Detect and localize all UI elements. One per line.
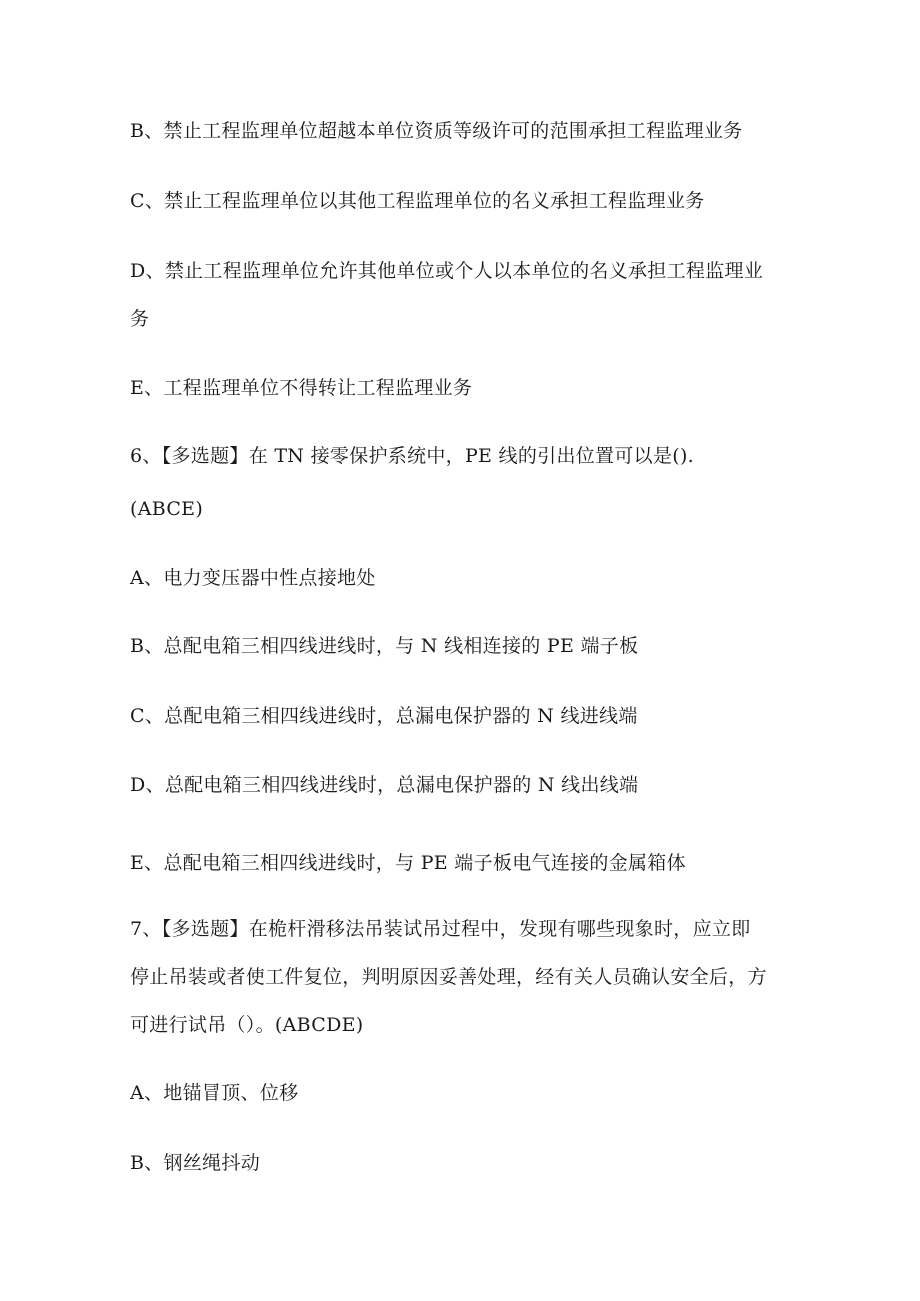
q6-option-d: D、总配电箱三相四线进线时，总漏电保护器的 N 线出线端 — [130, 774, 639, 796]
q6-option-c: C、总配电箱三相四线进线时，总漏电保护器的 N 线进线端 — [130, 705, 638, 727]
q5-option-d-line2: 务 — [130, 308, 150, 330]
q7-option-b: B、钢丝绳抖动 — [130, 1152, 261, 1174]
q6-option-b: B、总配电箱三相四线进线时，与 N 线相连接的 PE 端子板 — [130, 635, 639, 657]
q5-option-c: C、禁止工程监理单位以其他工程监理单位的名义承担工程监理业务 — [130, 190, 705, 212]
q5-option-b: B、禁止工程监理单位超越本单位资质等级许可的范围承担工程监理业务 — [130, 120, 743, 142]
q6-option-a: A、电力变压器中性点接地处 — [130, 567, 376, 589]
q6-option-e: E、总配电箱三相四线进线时，与 PE 端子板电气连接的金属箱体 — [130, 852, 686, 874]
q6-answer: (ABCE) — [130, 498, 204, 520]
q5-option-e: E、工程监理单位不得转让工程监理业务 — [130, 377, 473, 399]
q7-option-a: A、地锚冒顶、位移 — [130, 1082, 299, 1104]
q6-stem: 6、【多选题】在 TN 接零保护系统中，PE 线的引出位置可以是(). — [130, 445, 695, 467]
q7-stem-line2: 停止吊装或者使工件复位，判明原因妥善处理，经有关人员确认安全后，方 — [130, 966, 767, 988]
q7-stem-line1: 7、【多选题】在桅杆滑移法吊装试吊过程中，发现有哪些现象时，应立即 — [130, 918, 751, 940]
q5-option-d-line1: D、禁止工程监理单位允许其他单位或个人以本单位的名义承担工程监理业 — [130, 260, 764, 282]
q7-stem-line3: 可进行试吊（）。(ABCDE) — [130, 1014, 364, 1036]
